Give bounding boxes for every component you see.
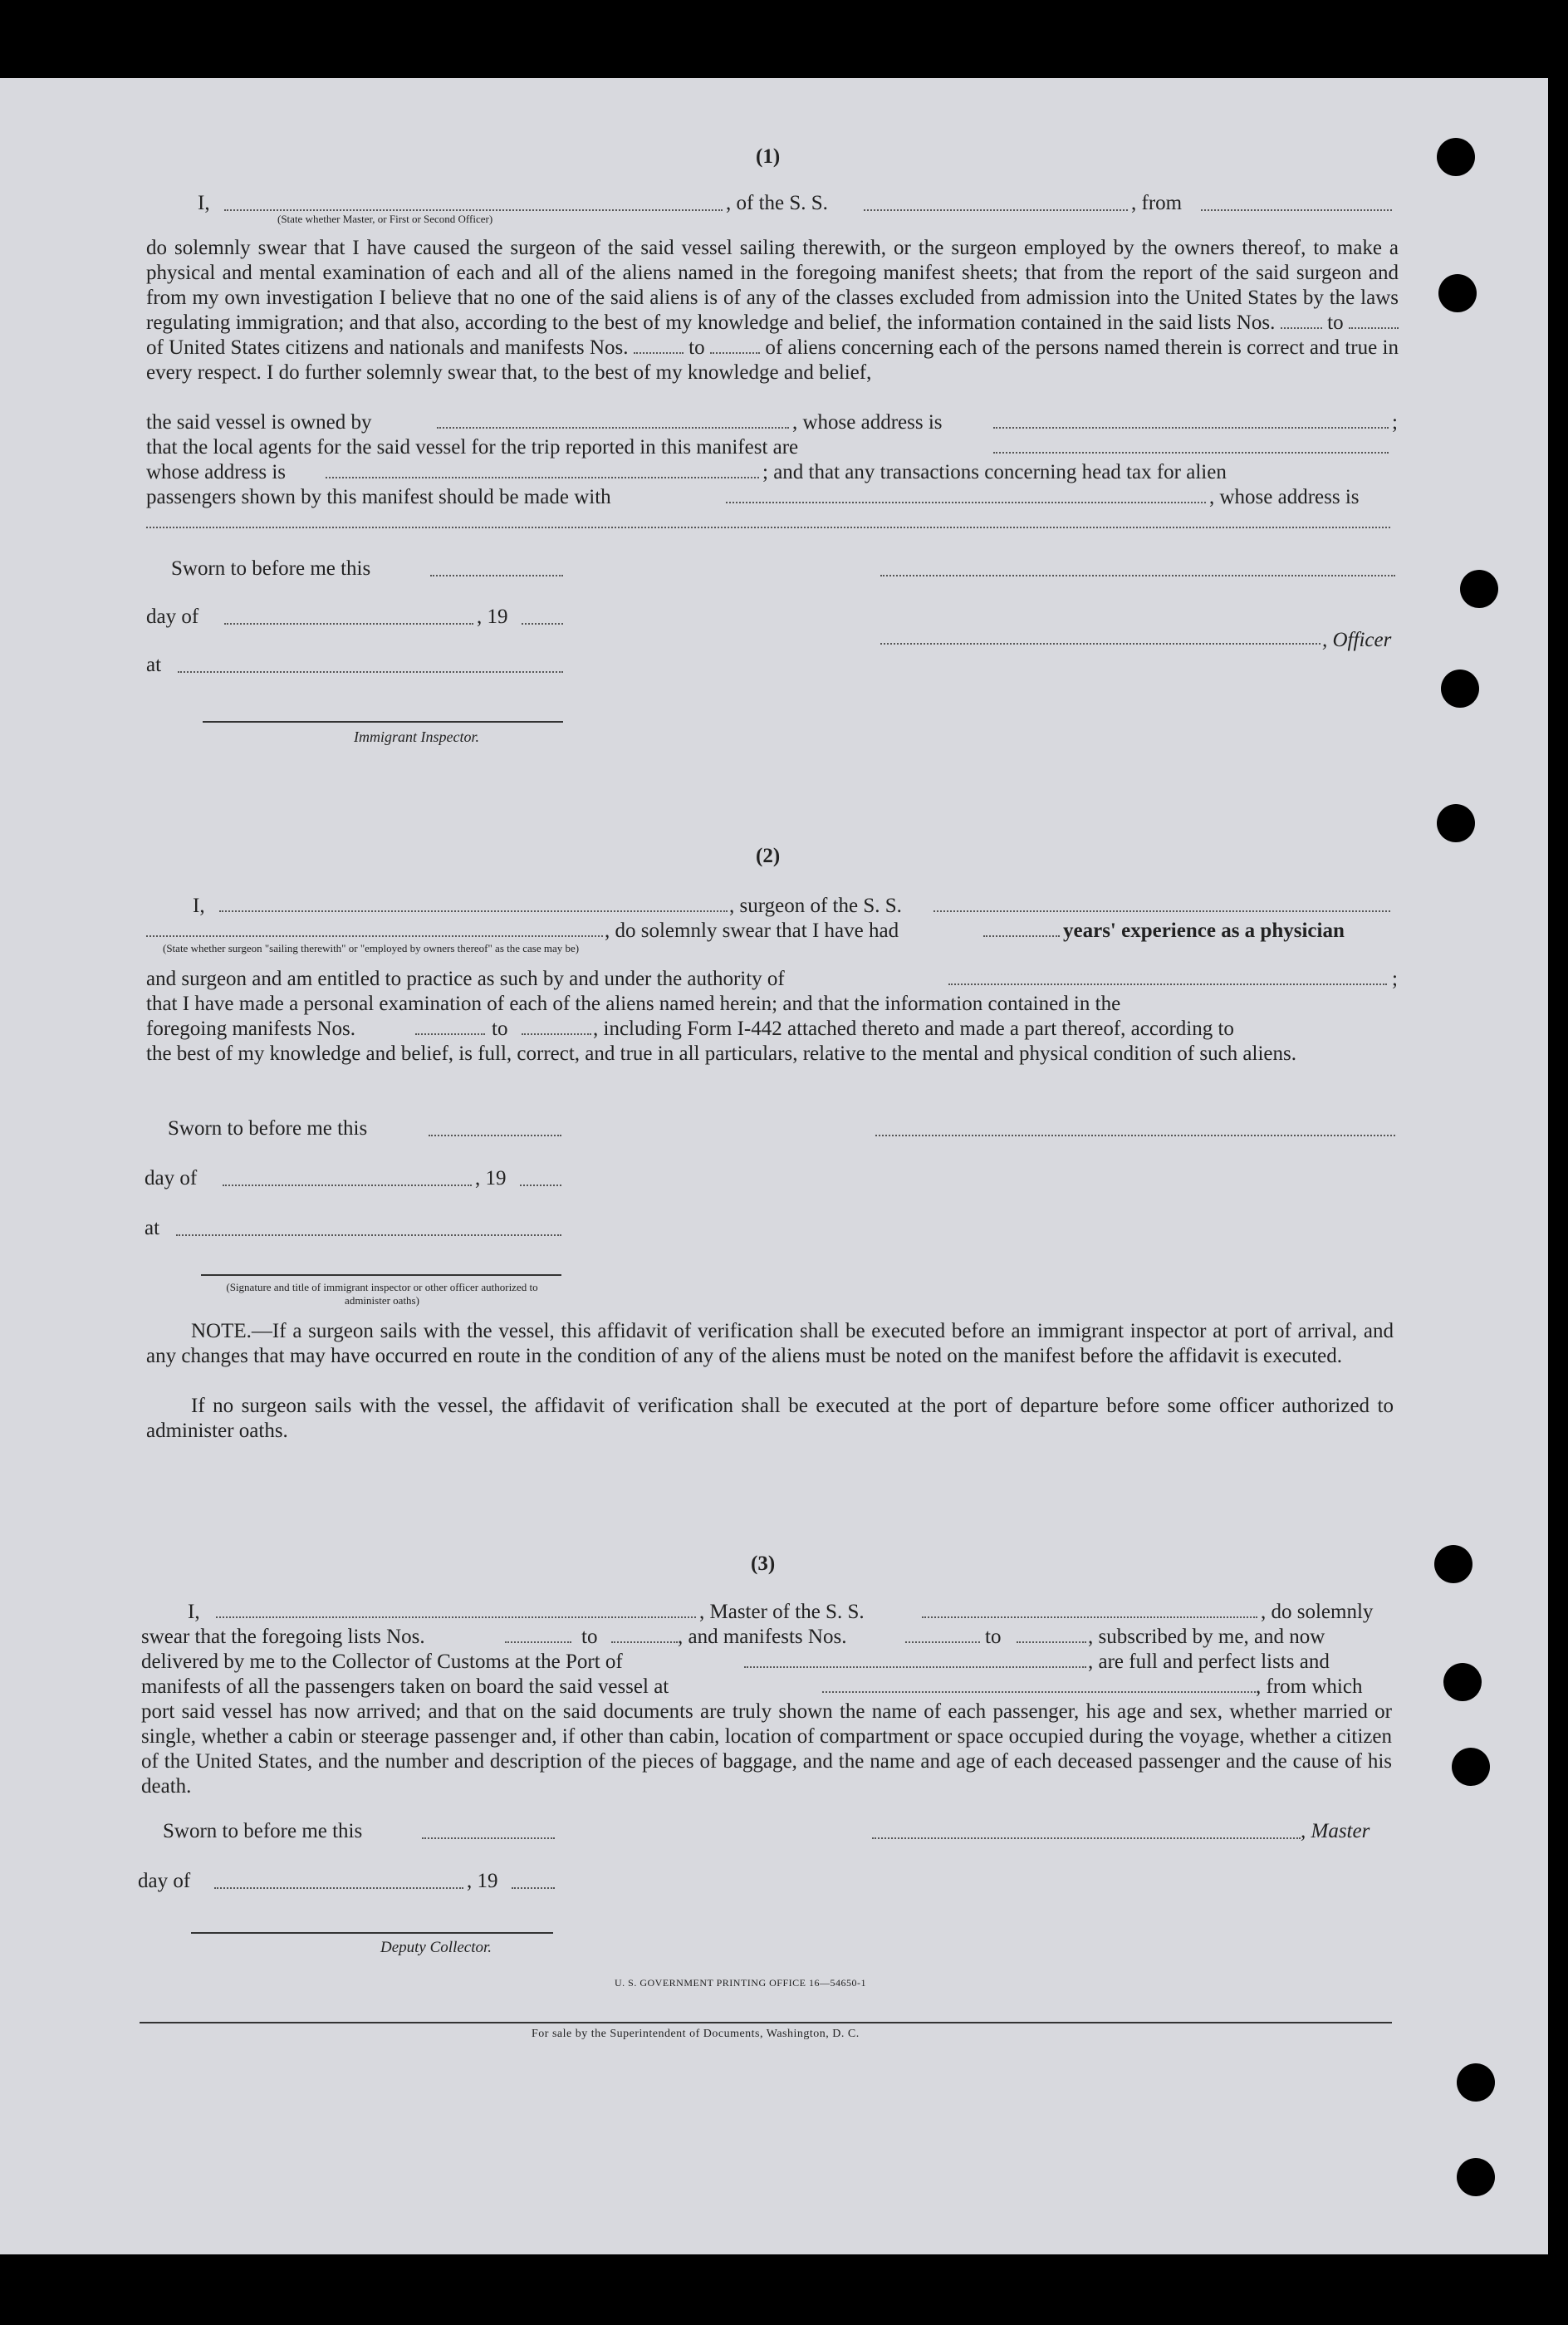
s3-swear-lists: swear that the foregoing lists Nos.: [141, 1626, 425, 1648]
s1-paragraph: do solemnly swear that I have caused the surgeon of the said vessel sailing therewith, or the surgeon employed by the owners thereof, to make a physical and mental examination of each and all of the aliens named in the foregoing manifest sheets; that from the report of the said surgeon and from my own investigation I believe that no one of the said aliens is of any of the classes excluded from admission into the United States by the laws regulating immigration; and that also, according to the best of my knowledge and belief, the information contained in the said lists Nos. to of United States citizens and nationals and manifests Nos. to of aliens concerning each of the persons named therein is correct and true in every respect. I do further solemnly swear that, to the best of my knowledge and belief,: [146, 237, 1399, 384]
s3-year: , 19: [467, 1870, 498, 1892]
s3-to: to: [581, 1626, 598, 1648]
s1-sworn: Sworn to before me this: [171, 557, 371, 580]
s1-year-line: [522, 623, 563, 625]
s3-year-line: [512, 1887, 555, 1889]
s2-year: , 19: [475, 1167, 507, 1189]
s1-day-of: day of: [146, 606, 199, 628]
s3-man-from-line: [905, 1641, 980, 1643]
s3-master: , Master: [1301, 1820, 1370, 1842]
punch-hole: [1437, 804, 1475, 842]
s1-whose-address3: , whose address is: [1209, 486, 1360, 508]
s3-deputy: Deputy Collector.: [380, 1939, 492, 1956]
s3-from-which: , from which: [1256, 1675, 1363, 1698]
s1-transactions: ; and that any transactions concerning head tax for alien: [762, 461, 1227, 483]
s3-day-of: day of: [138, 1870, 191, 1892]
s3-full-perfect: , are full and perfect lists and: [1088, 1651, 1330, 1673]
s3-manifests-all: manifests of all the passengers taken on board the said vessel at: [141, 1675, 669, 1698]
s1-whose-address2: whose address is: [146, 461, 287, 483]
s2-at: at: [145, 1217, 160, 1239]
s2-day-of: day of: [145, 1167, 198, 1189]
s1-local-agents: that the local agents for the said vessel for the trip reported in this manifest are: [146, 436, 799, 459]
punch-hole: [1457, 2158, 1495, 2196]
s1-address-line: [993, 427, 1389, 429]
s3-port-at-line: [822, 1691, 1256, 1693]
s1-under-i: (State whether Master, or First or Second Officer): [277, 213, 493, 225]
s3-collector-line: [191, 1932, 553, 1934]
s2-years: years' experience as a physician: [1063, 920, 1345, 942]
s1-vessel-line: [864, 209, 1128, 211]
s2-at-line: [176, 1234, 561, 1236]
s3-man-to-line: [1017, 1641, 1086, 1643]
s1-at: at: [146, 654, 162, 676]
s3-master-sig-line: [872, 1837, 1301, 1839]
s2-semicolon: ;: [1392, 968, 1398, 990]
s2-p2c: the best of my knowledge and belief, is full, correct, and true in all particulars, relative to the mental and physical condition of such aliens.: [146, 1042, 1296, 1065]
s3-name-line: [216, 1616, 696, 1618]
s3-to2: to: [985, 1626, 1002, 1648]
s2-practice: and surgeon and am entitled to practice as such by and under the authority of: [146, 968, 785, 990]
punch-hole: [1452, 1748, 1490, 1786]
punch-hole: [1438, 274, 1477, 312]
s1-passengers: passengers shown by this manifest should be made with: [146, 486, 611, 508]
s1-i: I,: [198, 192, 210, 214]
s3-sworn-line: [422, 1837, 555, 1839]
s1-owner-line: [437, 427, 789, 429]
s1-name-line: [224, 209, 723, 211]
s3-subscribed: , subscribed by me, and now: [1088, 1626, 1325, 1648]
s2-day-line: [223, 1185, 472, 1186]
s1-agents-line: [993, 452, 1389, 454]
section-3-heading: (3): [751, 1552, 776, 1575]
s1-officer: , Officer: [1322, 629, 1392, 651]
s1-inspector-line: [203, 721, 563, 723]
s2-years-line: [983, 935, 1060, 937]
footer-rule: [140, 2022, 1392, 2023]
s2-note1: NOTE.—If a surgeon sails with the vessel, this affidavit of verification shall be executed before an immigrant inspector at port of arrival, and any changes that may have occurred en route in the condition of any of the aliens must be noted on the manifest before the affidavit is executed.: [146, 1320, 1394, 1367]
s2-manifest-from-line: [415, 1033, 485, 1035]
s2-swear: , do solemnly swear that I have had: [605, 920, 899, 942]
s1-officer-sig-line-2: [880, 643, 1321, 645]
s2-manifests: foregoing manifests Nos.: [146, 1018, 356, 1040]
s1-owned-by: the said vessel is owned by: [146, 411, 372, 434]
s1-from: , from: [1131, 192, 1183, 214]
s1-officer-sig-line-1: [880, 575, 1395, 576]
s3-day-line: [214, 1887, 463, 1889]
s2-sig-line: [875, 1135, 1395, 1136]
sale-imprint: For sale by the Superintendent of Documents, Washington, D. C.: [532, 2028, 860, 2040]
s1-at-line: [178, 671, 563, 673]
s2-note2: If no surgeon sails with the vessel, the affidavit of verification shall be executed at the port of departure before some officer authorized to administer oaths.: [146, 1395, 1394, 1442]
s3-paragraph: port said vessel has now arrived; and that on the said documents are truly shown the name of each passenger, his age and sex, whether married or single, whether a cabin or steerage passenger and, if other than cabin, location of compartment or space occupied during the voyage, whether a citizen of the United States, and the number and description of the pieces of baggage, and the name and age of each deceased passenger and the cause of his death.: [141, 1700, 1392, 1798]
s2-p2: that I have made a personal examination of each of the aliens named herein; and that the information contained in the: [146, 993, 1121, 1015]
s2-status-line: [146, 935, 603, 937]
s1-whose-address: , whose address is: [792, 411, 943, 434]
s2-name-line: [219, 910, 728, 912]
s3-delivered: delivered by me to the Collector of Customs at the Port of: [141, 1651, 623, 1673]
s3-do-solemnly: , do solemnly: [1261, 1601, 1374, 1623]
s1-day-line: [224, 623, 473, 625]
s3-sworn: Sworn to before me this: [163, 1820, 363, 1842]
s2-to: to: [492, 1018, 508, 1040]
s1-inspector: Immigrant Inspector.: [354, 728, 479, 745]
s2-inspector-line: [201, 1274, 561, 1276]
s3-master-of: , Master of the S. S.: [699, 1601, 865, 1623]
form-sheet: [0, 78, 1548, 2254]
gpo-imprint: U. S. GOVERNMENT PRINTING OFFICE 16—54650-1: [615, 1977, 866, 1989]
s2-sworn-line: [429, 1135, 561, 1136]
s2-i: I,: [193, 895, 205, 917]
s2-vessel-line: [933, 910, 1390, 912]
s2-manifest-to-line: [522, 1033, 591, 1035]
s1-from-line: [1201, 209, 1392, 211]
s3-vessel-line: [922, 1616, 1257, 1618]
s3-port-line: [744, 1666, 1086, 1668]
s1-address3-line: [146, 527, 1390, 528]
s3-lists-from-line: [505, 1641, 571, 1643]
s1-semicolon: ;: [1392, 411, 1398, 434]
s2-under: (State whether surgeon "sailing therewith" or "employed by owners thereof" as the case may be): [163, 942, 580, 954]
punch-hole: [1443, 1663, 1482, 1701]
s1-of-ss: , of the S. S.: [726, 192, 828, 214]
s1-sworn-line: [430, 575, 563, 576]
punch-hole: [1437, 138, 1475, 176]
s1-address2-line: [326, 477, 759, 478]
s3-i: I,: [188, 1601, 200, 1623]
section-2-heading: (2): [756, 845, 781, 867]
s3-lists-to-line: [611, 1641, 678, 1643]
punch-hole: [1457, 2063, 1495, 2102]
s2-sig-note: (Signature and title of immigrant inspector or other officer authorized to administer oaths): [226, 1281, 538, 1307]
punch-hole: [1441, 670, 1479, 708]
s2-p2b: , including Form I-442 attached thereto and made a part thereof, according to: [593, 1018, 1234, 1040]
s2-year-line: [520, 1185, 561, 1186]
s1-year: , 19: [477, 606, 508, 628]
section-1-heading: (1): [756, 145, 781, 168]
s2-surgeon-of: , surgeon of the S. S.: [729, 895, 902, 917]
punch-hole: [1460, 570, 1498, 608]
punch-hole: [1434, 1545, 1472, 1583]
s2-sworn: Sworn to before me this: [168, 1117, 368, 1140]
s3-and-manifests: , and manifests Nos.: [678, 1626, 847, 1648]
s2-authority-line: [948, 983, 1387, 985]
s1-passengers-line: [726, 502, 1206, 503]
